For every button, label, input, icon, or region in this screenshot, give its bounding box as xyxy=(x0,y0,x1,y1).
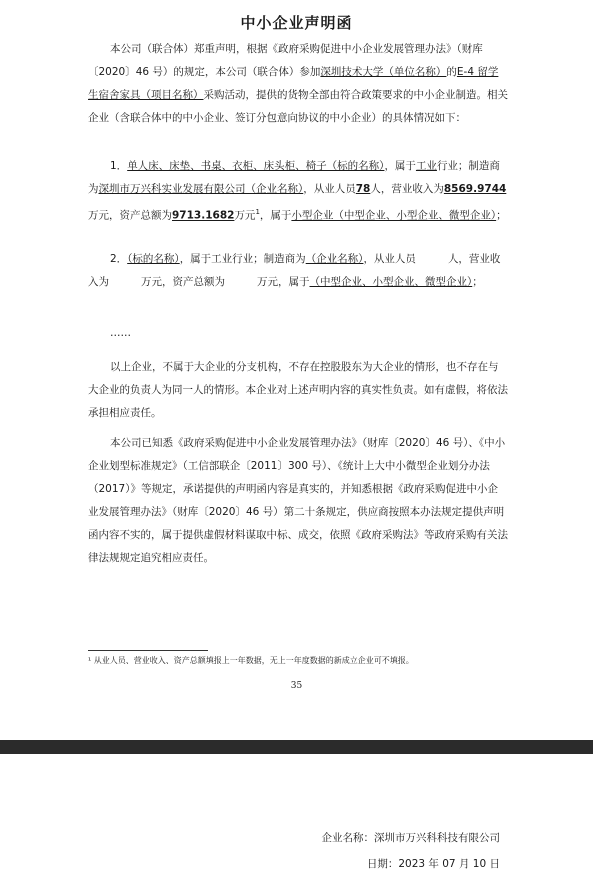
signature-company xyxy=(322,830,501,845)
item-2-end: ； xyxy=(472,276,483,288)
item-1-goods: 单人床、床垫、书桌、衣柜、床头柜、椅子（标的名称） xyxy=(127,160,385,172)
item-1-text-4: 人，营业收入为 xyxy=(370,183,444,195)
intro-paragraph xyxy=(88,38,508,130)
intro-tail: 采购活动，提供的货物全部由符合政策要求的中小企业制造。相关企业（含联合体中的中小企业、签订分包意向协议的中小企业）的具体情况如下： xyxy=(88,89,508,124)
footnote: ¹ 从业人员、营业收入、资产总额填报上一年数据，无上一年度数据的新成立企业可不填报。 xyxy=(88,656,414,665)
item-2-text-1: ，属于工业行业；制造商为 xyxy=(179,253,306,265)
item-1-text-6: 万元 xyxy=(234,209,256,222)
item-1-text-2: 行业；制造商为 xyxy=(88,160,500,195)
item-2-text-5: 万元，属于 xyxy=(257,276,310,288)
item-1-staff: 78 xyxy=(355,183,371,195)
buyer-name: 深圳技术大学（单位名称） xyxy=(320,66,447,78)
company-name: 深圳市万兴科科技有限公司 xyxy=(374,832,500,844)
footnote-divider xyxy=(88,650,208,651)
item-2-number: 2． xyxy=(110,253,128,265)
item-2-text-2: ，从业人员 xyxy=(363,253,416,265)
signature-date xyxy=(367,856,500,871)
date-value: 2023 年 07 月 10 日 xyxy=(398,858,500,870)
item-2-revenue-blank xyxy=(109,271,141,294)
page-number: 35 xyxy=(290,681,303,691)
company-label: 企业名称： xyxy=(321,832,374,844)
item-1-text-7: ，属于 xyxy=(259,209,292,222)
footnote-mark: 1 xyxy=(255,208,260,216)
item-2-goods: （标的名称） xyxy=(127,253,180,265)
intro-text: 本公司（联合体）郑重声明，根据《政府采购促进中小企业发展管理办法》（财库〔2020〕46 号）的规定，本公司（联合体）参加 xyxy=(88,43,483,78)
item-1-scale: 小型企业（中型企业、小型企业、微型企业） xyxy=(291,209,497,222)
page-separator xyxy=(0,740,593,754)
item-2-paragraph xyxy=(88,248,508,294)
item-1-industry: 工业 xyxy=(415,160,437,172)
item-1-paragraph xyxy=(88,155,508,228)
project-name: E-4 留学生宿舍家具（项目名称） xyxy=(88,66,499,101)
item-1-text-1: ，属于 xyxy=(384,160,416,172)
item-1-text-3: ，从业人员 xyxy=(303,183,356,195)
item-2-scale: （中型企业、小型企业、微型企业） xyxy=(309,276,473,288)
intro-mid: 的 xyxy=(446,66,457,78)
item-1-maker: 深圳市万兴科实业发展有限公司（企业名称） xyxy=(98,183,304,195)
ellipsis: …… xyxy=(110,327,131,339)
item-2-maker: （企业名称） xyxy=(305,253,364,265)
date-label: 日期： xyxy=(366,858,399,870)
item-2-staff-blank xyxy=(416,248,448,271)
page-title: 中小企业声明函 xyxy=(240,14,353,32)
item-2-text-4: 万元，资产总额为 xyxy=(141,276,225,288)
declaration-paragraph: 以上企业，不属于大企业的分支机构，不存在控股股东为大企业的情形，也不存在与大企业的负责人为同一人的情形。本企业对上述声明内容的真实性负责。如有虚假，将依法承担相应责任。 xyxy=(88,361,508,419)
item-1-number: 1． xyxy=(110,160,128,172)
item-1-revenue: 8569.9744 xyxy=(443,183,507,195)
item-1-end: ； xyxy=(496,209,507,222)
item-2-text-3: 人，营业收入为 xyxy=(88,253,501,288)
acknowledgement-paragraph: 本公司已知悉《政府采购促进中小企业发展管理办法》（财库〔2020〕46 号）、《中小企业划型标准规定》（工信部联企〔2011〕300 号）、《统计上大中小微型企业划分办法（2017）》等规定，承诺提供的声明函内容是真实的，并知悉根据《政府采购促进中小企业发展管理办法》（财库〔2020〕46 号）第二十条规定，供应商按照本办法规定提供声明函内容不实的，属于提供虚假材料谋取中标、成交，依照《政府采购法》等政府采购有关法律法规规定追究相应责任。 xyxy=(88,437,508,564)
item-2-assets-blank xyxy=(225,271,257,294)
item-1-text-5: 万元，资产总额为 xyxy=(88,209,172,222)
item-1-assets: 9713.1682 xyxy=(172,209,235,222)
